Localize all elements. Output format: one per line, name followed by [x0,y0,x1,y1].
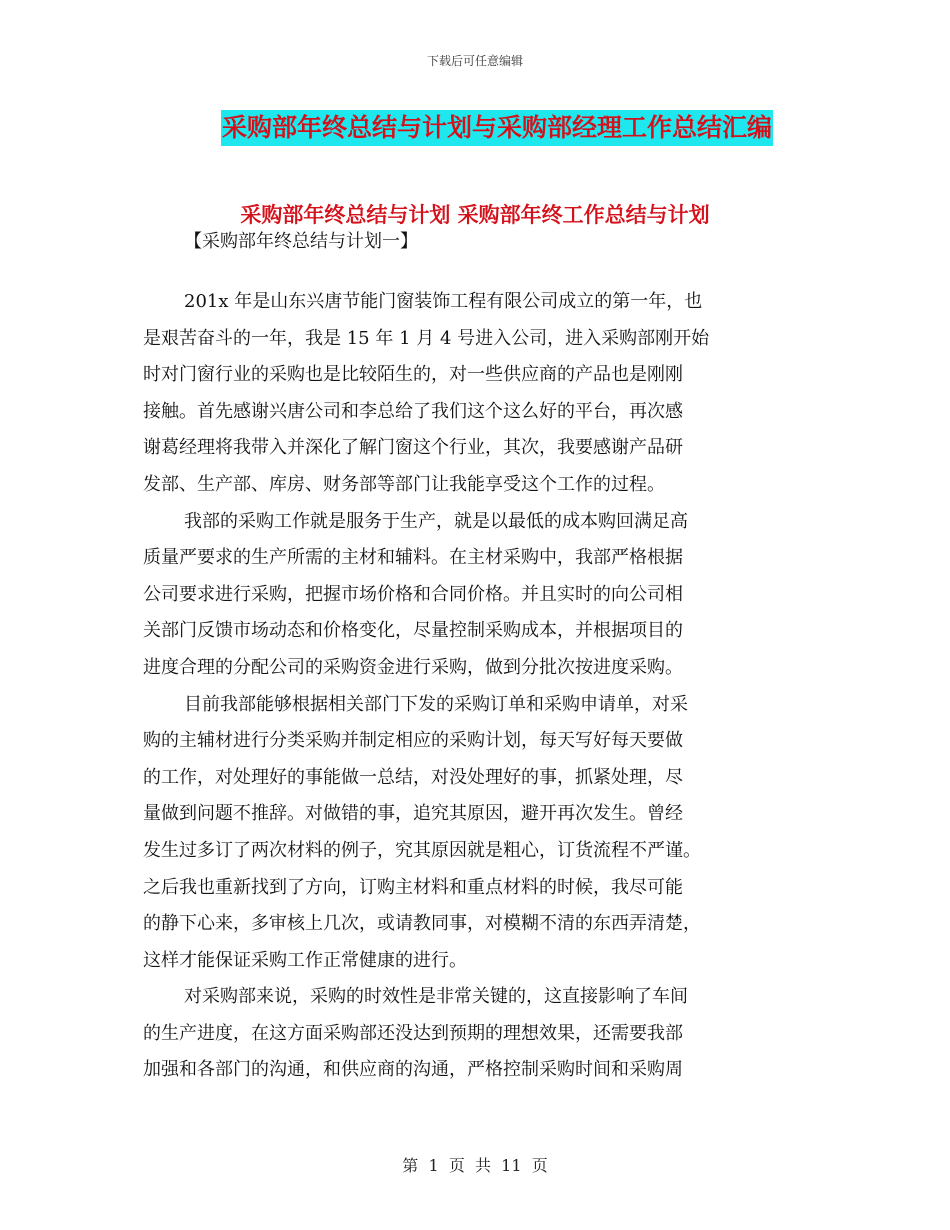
text-line: 谢葛经理将我带入并深化了解门窗这个行业，其次，我要感谢产品研 [143,437,683,459]
text-line: 量做到问题不推辞。对做错的事，追究其原因，避开再次发生。曾经 [143,803,683,825]
text-line: 的工作，对处理好的事能做一总结，对没处理好的事，抓紧处理，尽 [143,766,683,788]
subtitle: 采购部年终总结与计划 采购部年终工作总结与计划 [240,203,710,227]
page-footer: 第 1 页 共 11 页 [402,1156,548,1175]
text-line: 时对门窗行业的采购也是比较陌生的，对一些供应商的产品也是刚刚 [143,364,683,386]
text-line: 发生过多订了两次材料的例子，究其原因就是粗心，订货流程不严谨。 [143,839,701,861]
text-line: 发部、生产部、库房、财务部等部门让我能享受这个工作的过程。 [143,473,665,495]
text-line: 是艰苦奋斗的一年，我是 15 年 1 月 4 号进入公司，进入采购部刚开始 [143,327,710,349]
text-line: 的生产进度，在这方面采购部还没达到预期的理想效果，还需要我部 [143,1022,683,1044]
text-line: 我部的采购工作就是服务于生产，就是以最低的成本购回满足高 [184,510,688,532]
section-heading: 【采购部年终总结与计划一】 [184,231,418,252]
main-title-container [0,110,950,146]
text-line: 这样才能保证采购工作正常健康的进行。 [143,949,467,971]
text-line: 对采购部来说，采购的时效性是非常关键的，这直接影响了车间 [184,986,688,1008]
text-line: 接触。首先感谢兴唐公司和李总给了我们这个这么好的平台，再次感 [143,400,683,422]
text-line: 加强和各部门的沟通，和供应商的沟通，严格控制采购时间和采购周 [143,1059,683,1081]
main-title: 采购部年终总结与计划与采购部经理工作总结汇编 [221,110,773,146]
text-line: 目前我部能够根据相关部门下发的采购订单和采购申请单，对采 [184,693,688,715]
page-header-note: 下载后可任意编辑 [426,54,523,68]
text-line: 关部门反馈市场动态和价格变化，尽量控制采购成本，并根据项目的 [143,620,683,642]
text-line: 公司要求进行采购，把握市场价格和合同价格。并且实时的向公司相 [143,583,683,605]
text-line: 的静下心来，多审核上几次，或请教同事，对模糊不清的东西弄清楚， [143,913,701,935]
paragraph-2 [143,504,813,687]
body-text [143,284,813,1089]
text-line: 进度合理的分配公司的采购资金进行采购，做到分批次按进度采购。 [143,656,683,678]
text-line: 购的主辅材进行分类采购并制定相应的采购计划，每天写好每天要做 [143,730,683,752]
paragraph-4 [143,979,813,1089]
paragraph-3 [143,687,813,980]
text-line: 之后我也重新找到了方向，订购主材料和重点材料的时候，我尽可能 [143,876,683,898]
paragraph-1 [143,284,813,504]
text-line: 201x 年是山东兴唐节能门窗装饰工程有限公司成立的第一年，也 [184,291,703,312]
text-line: 质量严要求的生产所需的主材和辅料。在主材采购中，我部严格根据 [143,547,683,569]
